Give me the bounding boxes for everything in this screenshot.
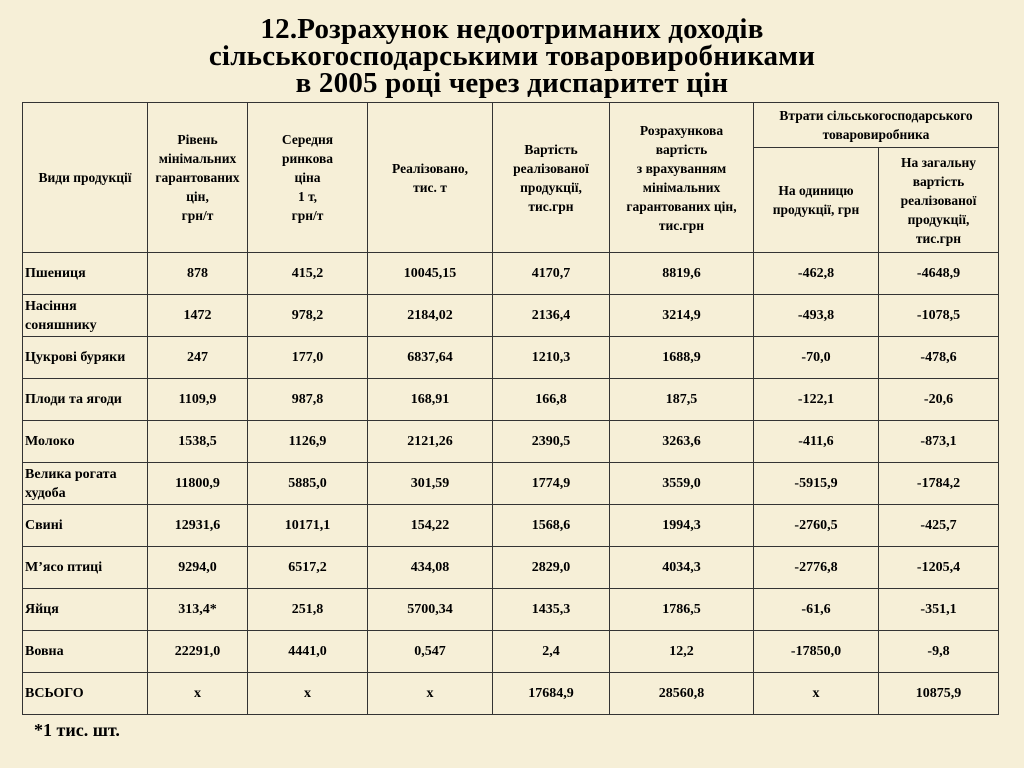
cell-loss-total: -1078,5 xyxy=(879,295,999,337)
cell-value-sold: 2829,0 xyxy=(493,547,610,589)
cell-min-price: 878 xyxy=(148,253,248,295)
cell-loss-total: -1784,2 xyxy=(879,463,999,505)
cell-market-price: 10171,1 xyxy=(248,505,368,547)
header-loss-per-unit: На одиницю продукції, грн xyxy=(754,148,879,253)
cell-value-sold: 4170,7 xyxy=(493,253,610,295)
product-name-cell: Яйця xyxy=(23,589,148,631)
product-name-cell: Пшениця xyxy=(23,253,148,295)
cell-calc-value: 1786,5 xyxy=(610,589,754,631)
cell-value-sold: 1568,6 xyxy=(493,505,610,547)
cell-sold: 10045,15 xyxy=(368,253,493,295)
cell-calc-value: 28560,8 xyxy=(610,673,754,715)
cell-min-price: х xyxy=(148,673,248,715)
cell-sold: 6837,64 xyxy=(368,337,493,379)
product-name-cell: Свині xyxy=(23,505,148,547)
cell-market-price: х xyxy=(248,673,368,715)
cell-loss-unit: -17850,0 xyxy=(754,631,879,673)
table-row xyxy=(23,295,999,337)
cell-loss-total: -1205,4 xyxy=(879,547,999,589)
cell-market-price: 987,8 xyxy=(248,379,368,421)
cell-loss-unit: х xyxy=(754,673,879,715)
cell-market-price: 6517,2 xyxy=(248,547,368,589)
cell-sold: 5700,34 xyxy=(368,589,493,631)
cell-loss-unit: -5915,9 xyxy=(754,463,879,505)
product-name-cell: Молоко xyxy=(23,421,148,463)
cell-loss-total: -351,1 xyxy=(879,589,999,631)
cell-market-price: 5885,0 xyxy=(248,463,368,505)
cell-calc-value: 12,2 xyxy=(610,631,754,673)
cell-min-price: 1538,5 xyxy=(148,421,248,463)
cell-value-sold: 2390,5 xyxy=(493,421,610,463)
cell-loss-unit: -493,8 xyxy=(754,295,879,337)
table-row xyxy=(23,463,999,505)
product-name-cell: Велика рогата худоба xyxy=(23,463,148,505)
income-loss-table xyxy=(22,102,999,715)
cell-market-price: 415,2 xyxy=(248,253,368,295)
table-row xyxy=(23,547,999,589)
header-sold: Реалізовано, тис. т xyxy=(368,103,493,253)
cell-value-sold: 1210,3 xyxy=(493,337,610,379)
cell-calc-value: 1994,3 xyxy=(610,505,754,547)
header-product: Види продукції xyxy=(23,103,148,253)
header-min-price: Рівень мінімальних гарантованих цін, грн/т xyxy=(148,103,248,253)
table-row xyxy=(23,631,999,673)
header-calc-value: Розрахункова вартість з врахуванням мінімальних гарантованих цін, тис.грн xyxy=(610,103,754,253)
cell-min-price: 11800,9 xyxy=(148,463,248,505)
cell-loss-total: -873,1 xyxy=(879,421,999,463)
cell-calc-value: 3559,0 xyxy=(610,463,754,505)
cell-loss-unit: -70,0 xyxy=(754,337,879,379)
cell-min-price: 22291,0 xyxy=(148,631,248,673)
cell-loss-unit: -2760,5 xyxy=(754,505,879,547)
title-line-2: сільськогосподарськими товаровиробниками xyxy=(208,40,816,72)
footnote: *1 тис. шт. xyxy=(34,720,120,740)
cell-loss-unit: -122,1 xyxy=(754,379,879,421)
cell-market-price: 251,8 xyxy=(248,589,368,631)
cell-loss-unit: -411,6 xyxy=(754,421,879,463)
cell-loss-unit: -2776,8 xyxy=(754,547,879,589)
cell-calc-value: 8819,6 xyxy=(610,253,754,295)
header-value-sold: Вартість реалізованої продукції, тис.грн xyxy=(493,103,610,253)
cell-calc-value: 3214,9 xyxy=(610,295,754,337)
product-name-cell: ВСЬОГО xyxy=(23,673,148,715)
cell-loss-total: -20,6 xyxy=(879,379,999,421)
title-line-1: 12.Розрахунок недоотриманих доходів xyxy=(260,13,764,45)
table-row xyxy=(23,253,999,295)
cell-market-price: 978,2 xyxy=(248,295,368,337)
table-row xyxy=(23,421,999,463)
table-row xyxy=(23,337,999,379)
cell-value-sold: 2,4 xyxy=(493,631,610,673)
cell-value-sold: 166,8 xyxy=(493,379,610,421)
product-name-cell: М’ясо птиці xyxy=(23,547,148,589)
slide-title xyxy=(0,13,1024,99)
cell-market-price: 177,0 xyxy=(248,337,368,379)
cell-value-sold: 17684,9 xyxy=(493,673,610,715)
cell-min-price: 1109,9 xyxy=(148,379,248,421)
cell-min-price: 313,4* xyxy=(148,589,248,631)
header-losses: Втрати сільськогосподарського товаровиробника xyxy=(754,103,999,148)
cell-loss-total: -4648,9 xyxy=(879,253,999,295)
cell-market-price: 4441,0 xyxy=(248,631,368,673)
cell-loss-total: -425,7 xyxy=(879,505,999,547)
header-market-price: Середня ринкова ціна 1 т, грн/т xyxy=(248,103,368,253)
cell-sold: 434,08 xyxy=(368,547,493,589)
title-line-3: в 2005 році через диспаритет цін xyxy=(295,67,729,99)
table-row xyxy=(23,589,999,631)
table-row xyxy=(23,379,999,421)
cell-calc-value: 4034,3 xyxy=(610,547,754,589)
cell-sold: 0,547 xyxy=(368,631,493,673)
cell-calc-value: 1688,9 xyxy=(610,337,754,379)
cell-loss-unit: -462,8 xyxy=(754,253,879,295)
cell-loss-total: -478,6 xyxy=(879,337,999,379)
cell-loss-unit: -61,6 xyxy=(754,589,879,631)
cell-value-sold: 2136,4 xyxy=(493,295,610,337)
cell-min-price: 9294,0 xyxy=(148,547,248,589)
cell-value-sold: 1774,9 xyxy=(493,463,610,505)
product-name-cell: Вовна xyxy=(23,631,148,673)
cell-sold: 154,22 xyxy=(368,505,493,547)
cell-calc-value: 187,5 xyxy=(610,379,754,421)
cell-sold: 2121,26 xyxy=(368,421,493,463)
product-name-cell: Насіння соняшнику xyxy=(23,295,148,337)
cell-min-price: 12931,6 xyxy=(148,505,248,547)
cell-sold: х xyxy=(368,673,493,715)
cell-loss-total: 10875,9 xyxy=(879,673,999,715)
cell-calc-value: 3263,6 xyxy=(610,421,754,463)
cell-market-price: 1126,9 xyxy=(248,421,368,463)
table-row xyxy=(23,505,999,547)
table-row xyxy=(23,673,999,715)
product-name-cell: Плоди та ягоди xyxy=(23,379,148,421)
cell-sold: 301,59 xyxy=(368,463,493,505)
cell-sold: 2184,02 xyxy=(368,295,493,337)
cell-min-price: 247 xyxy=(148,337,248,379)
table-body xyxy=(23,253,999,715)
cell-sold: 168,91 xyxy=(368,379,493,421)
cell-min-price: 1472 xyxy=(148,295,248,337)
cell-loss-total: -9,8 xyxy=(879,631,999,673)
header-loss-total: На загальну вартість реалізованої продукції, тис.грн xyxy=(879,148,999,253)
cell-value-sold: 1435,3 xyxy=(493,589,610,631)
product-name-cell: Цукрові буряки xyxy=(23,337,148,379)
